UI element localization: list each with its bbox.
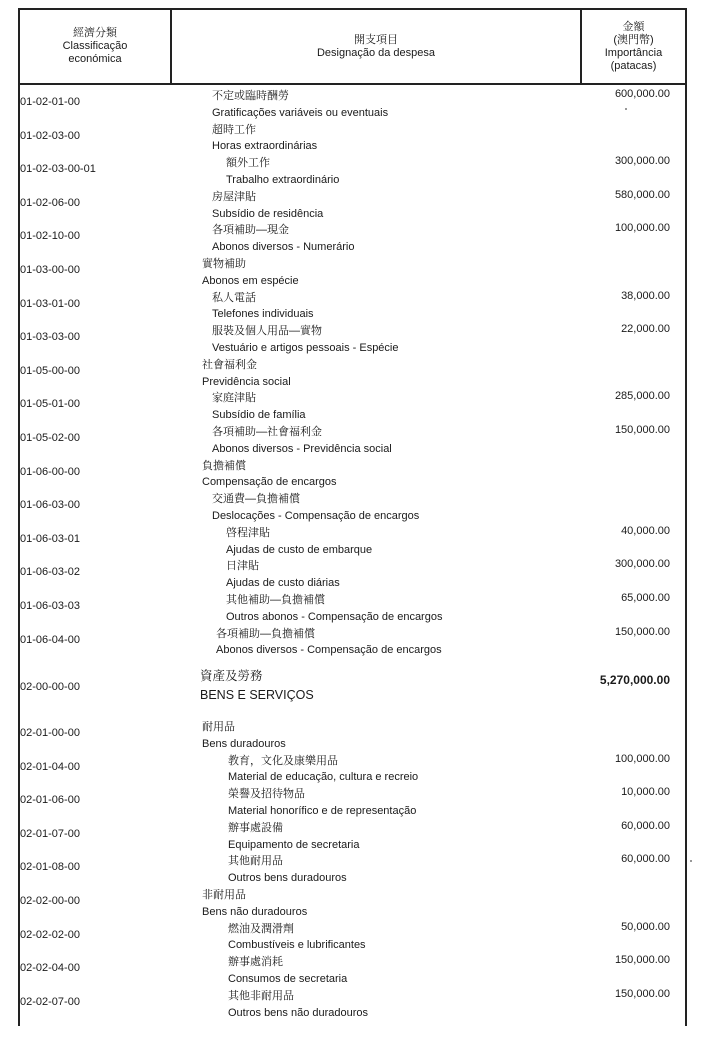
- row-designation: [212, 491, 419, 525]
- row-amount: 60,000.00: [621, 819, 670, 832]
- budget-table: [18, 8, 687, 1026]
- row-designation-pt: Horas extraordinárias: [212, 140, 318, 153]
- row-designation-zh: 其他耐用品: [228, 855, 283, 868]
- row-code: 02-01-04-00: [20, 760, 80, 773]
- header-amount-zh1: 金額: [622, 20, 645, 33]
- row-designation-pt: Combustíveis e lubrificantes: [228, 939, 366, 952]
- row-designation-zh: 資產及勞務: [200, 669, 263, 684]
- row-designation-pt: Equipamento de secretaria: [228, 838, 360, 851]
- row-designation-pt: Trabalho extraordinário: [226, 173, 340, 186]
- row-designation-zh: 交通費—負擔補償: [212, 493, 300, 506]
- row-designation: [212, 88, 388, 122]
- row-amount: 150,000.00: [614, 423, 670, 436]
- row-designation-pt: Deslocações - Compensação de encargos: [212, 509, 420, 522]
- table-row: [20, 222, 685, 256]
- row-designation-pt: Outros abonos - Compensação de encargos: [226, 610, 443, 623]
- table-row: [20, 458, 685, 492]
- row-designation-pt: Consumos de secretaria: [228, 973, 348, 986]
- row-designation: [228, 954, 347, 988]
- row-code: 02-02-02-00: [20, 928, 80, 941]
- header-designation: [172, 10, 580, 83]
- table-row: [20, 424, 685, 458]
- row-designation-zh: 燃油及潤滑劑: [228, 922, 294, 935]
- row-code: 02-01-07-00: [20, 827, 80, 840]
- row-designation: [212, 390, 306, 424]
- table-row: [20, 887, 685, 921]
- row-code: 01-05-00-00: [20, 364, 80, 377]
- table-row: [20, 719, 685, 753]
- row-code: 02-02-00-00: [20, 895, 80, 908]
- row-code: 01-02-03-00: [20, 129, 80, 142]
- header-amount-zh2: (澳門幣): [613, 33, 654, 46]
- row-code: 01-06-03-01: [20, 532, 80, 545]
- row-amount: 150,000.00: [614, 987, 670, 1000]
- table-row: [20, 853, 685, 887]
- row-code: 01-06-04-00: [20, 633, 80, 646]
- row-amount: 300,000.00: [614, 558, 670, 571]
- row-designation: [216, 626, 442, 660]
- row-designation-zh: 各項補助—現金: [212, 224, 289, 237]
- row-designation: [202, 887, 307, 921]
- row-code: 02-02-04-00: [20, 962, 80, 975]
- row-designation: [226, 525, 372, 559]
- table-row: [20, 558, 685, 592]
- table-row: [20, 921, 685, 955]
- row-amount: 50,000.00: [621, 920, 670, 933]
- table-right-border: [685, 8, 687, 1026]
- row-designation-pt: Subsídio de família: [212, 409, 306, 422]
- row-designation-pt: Abonos diversos - Compensação de encargos: [216, 644, 442, 657]
- row-amount: 300,000.00: [614, 155, 670, 168]
- row-designation: [202, 458, 337, 492]
- table-row: [20, 753, 685, 787]
- table-row: [20, 491, 685, 525]
- row-designation-zh: 其他補助—負擔補償: [226, 593, 325, 606]
- row-designation: [212, 222, 354, 256]
- row-designation: [202, 256, 299, 290]
- row-designation: [228, 753, 418, 787]
- table-row: [20, 256, 685, 290]
- table-row: [20, 357, 685, 391]
- header-classification-pt2: económica: [68, 53, 122, 65]
- row-designation-zh: 榮譽及招待物品: [228, 788, 305, 801]
- table-row: [20, 525, 685, 559]
- row-code: 01-06-03-00: [20, 499, 80, 512]
- row-designation-pt: Outros bens duradouros: [228, 872, 347, 885]
- table-row: [20, 290, 685, 324]
- table-row: [20, 820, 685, 854]
- row-designation-zh: 耐用品: [202, 721, 235, 734]
- row-designation: [228, 921, 366, 955]
- row-amount: 40,000.00: [621, 524, 670, 537]
- row-designation-zh: 其他非耐用品: [228, 989, 294, 1002]
- table-row-section: [20, 667, 685, 705]
- row-designation-pt: Bens duradouros: [202, 737, 286, 750]
- row-code: 01-06-03-02: [20, 566, 80, 579]
- table-row: [20, 592, 685, 626]
- row-code: 01-05-01-00: [20, 398, 80, 411]
- row-designation: [228, 988, 368, 1022]
- row-designation: [212, 122, 317, 156]
- row-amount: 10,000.00: [621, 786, 670, 799]
- header-amount-pt1: Importância: [604, 46, 663, 59]
- row-code: 01-03-01-00: [20, 297, 80, 310]
- table-row: [20, 954, 685, 988]
- row-code: 01-03-03-00: [20, 331, 80, 344]
- row-designation-pt: Outros bens não duradouros: [228, 1006, 369, 1019]
- row-amount: 60,000.00: [621, 853, 670, 866]
- row-amount: 600,000.00: [614, 88, 670, 100]
- row-designation-pt: Abonos em espécie: [202, 274, 299, 287]
- row-amount: 580,000.00: [614, 188, 670, 201]
- table-row: [20, 88, 685, 122]
- row-designation-zh: 社會福利金: [202, 358, 257, 371]
- table-row: [20, 988, 685, 1022]
- row-designation-pt: Bens não duradouros: [202, 905, 308, 918]
- row-designation-zh: 服裝及個人用品—實物: [212, 325, 322, 338]
- row-designation-zh: 各項補助—負擔補償: [216, 627, 315, 640]
- row-designation-pt: Gratificações variáveis ou eventuais: [212, 106, 389, 119]
- row-amount: 150,000.00: [614, 954, 670, 967]
- row-designation-zh: 實物補助: [202, 257, 246, 270]
- row-designation: [228, 853, 347, 887]
- row-code: 01-03-00-00: [20, 263, 80, 276]
- row-designation-pt: Ajudas de custo de embarque: [226, 543, 373, 556]
- row-designation: [228, 786, 416, 820]
- row-designation: [228, 820, 359, 854]
- header-classification-pt1: Classificação: [62, 40, 128, 52]
- row-amount: 100,000.00: [614, 222, 670, 235]
- table-row: [20, 155, 685, 189]
- row-amount: 285,000.00: [614, 390, 670, 403]
- scan-speck: [625, 108, 627, 110]
- row-designation-zh: 教育，文化及康樂用品: [228, 754, 338, 767]
- row-designation-zh: 啓程津貼: [226, 526, 270, 539]
- row-code: 01-05-02-00: [20, 431, 80, 444]
- row-designation: [226, 592, 442, 626]
- row-amount: 22,000.00: [621, 323, 670, 336]
- row-designation: [200, 667, 314, 705]
- row-designation-zh: 辦事處消耗: [228, 956, 283, 969]
- row-designation-pt: Compensação de encargos: [202, 476, 337, 489]
- row-designation: [226, 558, 340, 592]
- table-row: [20, 189, 685, 223]
- header-classification-zh: 經濟分類: [73, 27, 117, 39]
- header-amount-pt2: (patacas): [610, 59, 657, 72]
- row-code: 02-02-07-00: [20, 995, 80, 1008]
- header-bottom-border: [18, 83, 687, 85]
- row-designation: [202, 719, 286, 753]
- row-designation-zh: 非耐用品: [202, 889, 246, 902]
- row-designation-zh: 日津貼: [226, 560, 259, 573]
- row-designation-pt: Vestuário e artigos pessoais - Espécie: [212, 341, 399, 354]
- header-designation-pt: Designação da despesa: [316, 46, 436, 59]
- row-amount: 150,000.00: [614, 625, 670, 638]
- row-amount: 100,000.00: [614, 752, 670, 765]
- row-designation-pt: Ajudas de custo diárias: [226, 577, 340, 590]
- row-designation-pt: Subsídio de residência: [212, 207, 324, 220]
- header-amount: [582, 10, 685, 83]
- row-designation-zh: 房屋津貼: [212, 190, 256, 203]
- table-row: [20, 323, 685, 357]
- row-designation-zh: 額外工作: [226, 157, 270, 170]
- row-code: 02-01-00-00: [20, 727, 80, 740]
- row-designation: [212, 323, 399, 357]
- header-classification: [20, 10, 170, 83]
- row-code: 01-06-03-03: [20, 599, 80, 612]
- row-designation-pt: Telefones individuais: [212, 308, 314, 321]
- row-designation: [212, 290, 314, 324]
- header-designation-zh: 開支項目: [354, 33, 398, 46]
- row-code: 01-06-00-00: [20, 465, 80, 478]
- row-designation-zh: 辦事處設備: [228, 821, 283, 834]
- row-designation: [212, 424, 392, 458]
- table-row: [20, 786, 685, 820]
- row-designation-pt: Material de educação, cultura e recreio: [228, 771, 419, 784]
- row-amount: 5,270,000.00: [599, 673, 670, 688]
- row-designation-zh: 負擔補償: [202, 459, 246, 472]
- row-amount: 38,000.00: [621, 289, 670, 302]
- row-code: 02-01-06-00: [20, 794, 80, 807]
- row-designation-zh: 家庭津貼: [212, 392, 256, 405]
- row-designation-pt: Abonos diversos - Numerário: [212, 241, 355, 254]
- row-designation-zh: 不定或臨時酬勞: [212, 90, 289, 102]
- table-row: [20, 390, 685, 424]
- table-row: [20, 122, 685, 156]
- row-designation: [212, 189, 323, 223]
- row-designation-zh: 各項補助—社會福利金: [212, 425, 322, 438]
- scan-speck: [690, 860, 692, 862]
- row-code: 01-02-06-00: [20, 196, 80, 209]
- row-designation: [226, 155, 339, 189]
- row-code: 01-02-01-00: [20, 96, 80, 108]
- row-designation-pt: Abonos diversos - Previdência social: [212, 442, 392, 455]
- row-designation-pt: BENS E SERVIÇOS: [200, 688, 314, 703]
- row-code: 02-01-08-00: [20, 861, 80, 874]
- table-body: [20, 88, 685, 1021]
- row-designation-zh: 超時工作: [212, 123, 256, 136]
- row-designation-zh: 私人電話: [212, 291, 256, 304]
- row-designation-pt: Material honorífico e de representação: [228, 805, 417, 818]
- row-designation: [202, 357, 291, 391]
- table-row: [20, 626, 685, 660]
- row-code: 01-02-10-00: [20, 230, 80, 243]
- row-designation-pt: Previdência social: [202, 375, 291, 388]
- row-amount: 65,000.00: [621, 591, 670, 604]
- row-code: 01-02-03-00-01: [20, 163, 96, 176]
- row-code: 02-00-00-00: [20, 681, 80, 694]
